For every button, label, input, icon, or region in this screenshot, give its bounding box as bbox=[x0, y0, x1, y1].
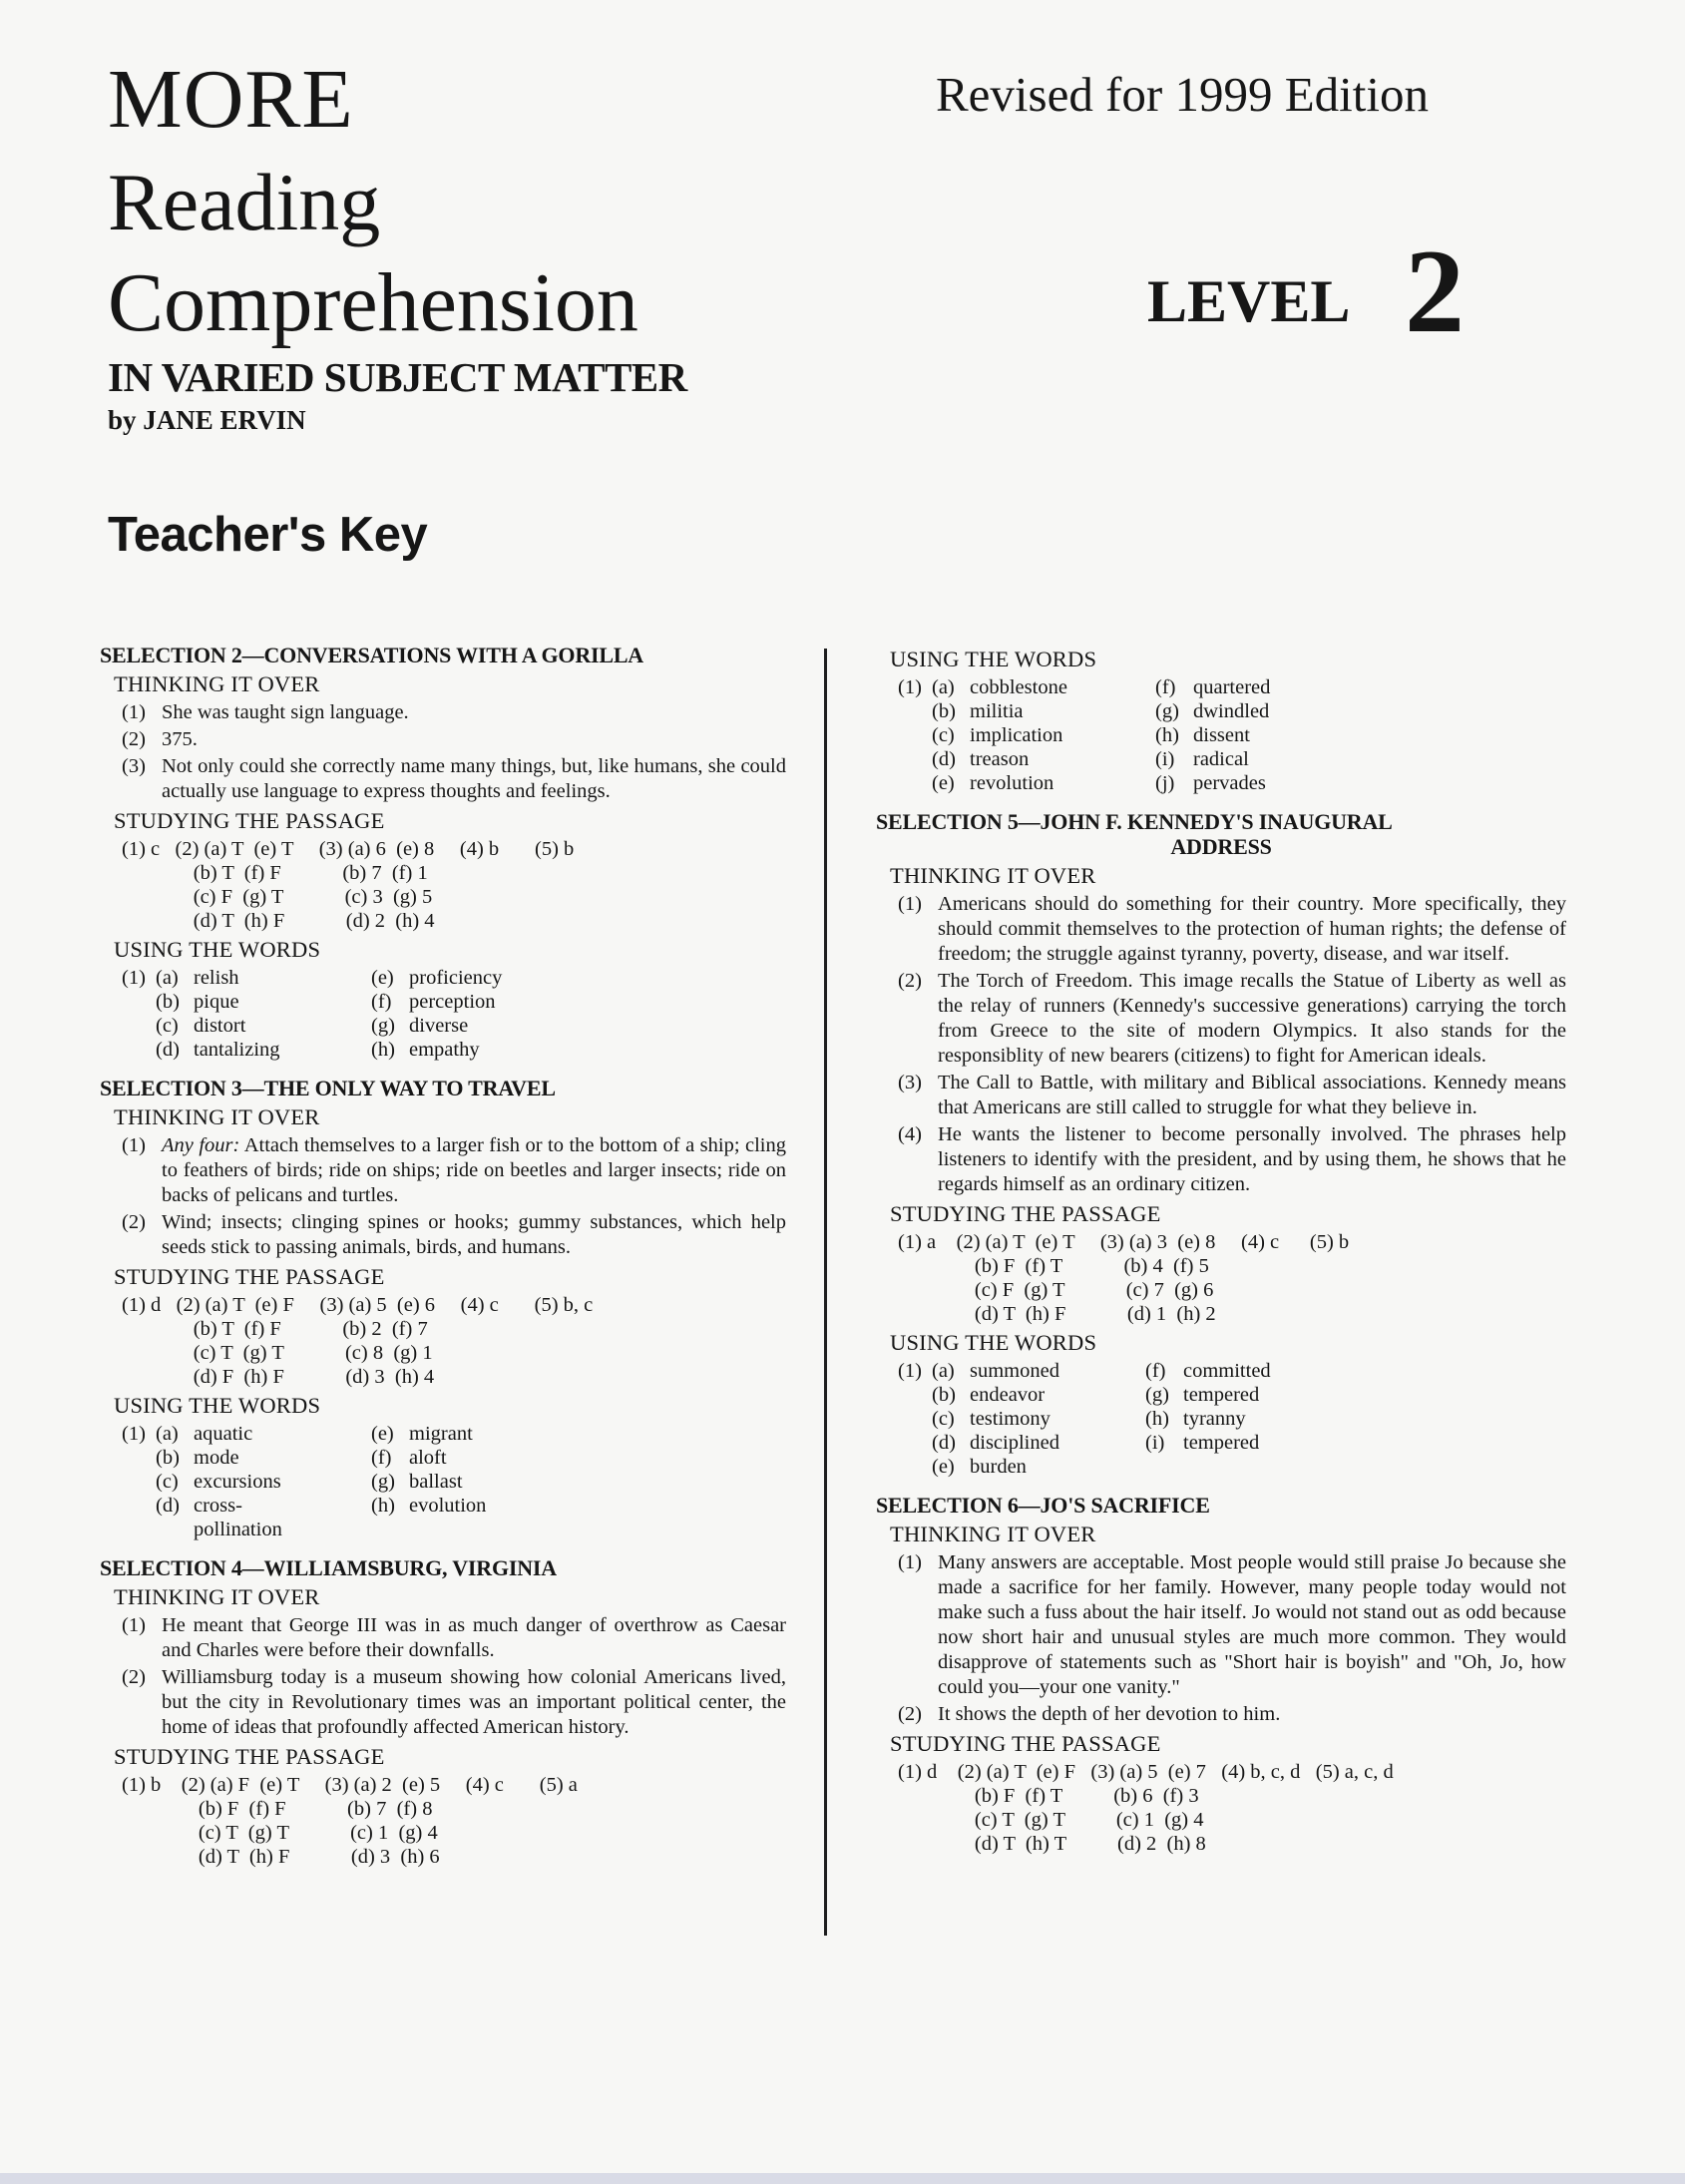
answer-row: (d) T (h) F (d) 3 (h) 6 bbox=[122, 1846, 440, 1868]
subtitle: IN VARIED SUBJECT MATTER bbox=[108, 354, 687, 400]
answer-row: (c) T (g) T (c) 8 (g) 1 bbox=[122, 1342, 433, 1364]
section-header: THINKING IT OVER bbox=[890, 1522, 1096, 1546]
answer-item: (3) The Call to Battle, with military and Biblical associations. Kennedy means that Americans are still called to struggle for what they believe in. bbox=[898, 1072, 1566, 1118]
answer-row: (c) F (g) T (c) 3 (g) 5 bbox=[122, 886, 433, 908]
section-header: USING THE WORDS bbox=[114, 1393, 321, 1418]
answer-row: (b) T (f) F (b) 7 (f) 1 bbox=[122, 862, 428, 884]
answer-row: (1) b (2) (a) F (e) T (3) (a) 2 (e) 5 (4) c (5) a bbox=[122, 1774, 578, 1796]
answer-row: (c) T (g) T (c) 1 (g) 4 bbox=[122, 1822, 438, 1844]
level-number: 2 bbox=[1405, 224, 1465, 357]
section-header: THINKING IT OVER bbox=[114, 1584, 320, 1609]
answer-row: (d) T (h) F (d) 1 (h) 2 bbox=[898, 1303, 1216, 1325]
teachers-key-heading: Teacher's Key bbox=[108, 508, 428, 562]
answer-row: (1) a (2) (a) T (e) T (3) (a) 3 (e) 8 (4) c (5) b bbox=[898, 1231, 1350, 1253]
section-header: STUDYING THE PASSAGE bbox=[114, 808, 385, 833]
section-header: STUDYING THE PASSAGE bbox=[890, 1201, 1161, 1226]
answer-item: (1) Many answers are acceptable. Most people would still praise Jo because she made a sacrifice for her family. However, many people today would not make such a fuss about the hair itself. Jo would not stand out as odd because now short hair and unusual styles are much more common. They would disapprove of statements such as "Short hair is boyish" and "Oh, Jo, how could you—your one vanity." bbox=[898, 1551, 1566, 1698]
edition-note: Revised for 1999 Edition bbox=[936, 67, 1430, 122]
answer-item: (2) 375. bbox=[122, 728, 198, 750]
answer-row: (1) c (2) (a) T (e) T (3) (a) 6 (e) 8 (4) b (5) b bbox=[122, 838, 575, 860]
answer-row: (b) F (f) T (b) 6 (f) 3 bbox=[898, 1785, 1199, 1807]
section-header: USING THE WORDS bbox=[890, 647, 1097, 671]
answer-row: (d) T (h) F (d) 2 (h) 4 bbox=[122, 910, 435, 932]
answer-row: (d) F (h) F (d) 3 (h) 4 bbox=[122, 1366, 435, 1388]
author: by JANE ERVIN bbox=[108, 405, 306, 435]
answer-item: (1) Americans should do something for their country. More specifically, they should commit themselves to the protection of human rights; the defense of freedom; the struggle against tyranny, poverty, disease, and war itself. bbox=[898, 893, 1566, 965]
right-column bbox=[876, 647, 1566, 1856]
answer-item: (1) Any four: Attach themselves to a larger fish or to the bottom of a ship; cling to feathers of birds; ride on ships; ride on beetles and larger insects; ride on backs of pelicans and turtles. bbox=[122, 1134, 787, 1206]
answer-item: (3) Not only could she correctly name many things, but, like humans, she could actually use language to express thoughts and feelings. bbox=[122, 755, 786, 802]
selection-title: SELECTION 2—CONVERSATIONS WITH A GORILLA bbox=[100, 643, 643, 667]
selection-title: SELECTION 6—JO'S SACRIFICE bbox=[876, 1493, 1210, 1518]
section-header: THINKING IT OVER bbox=[890, 863, 1096, 888]
word-list: (1) (a) summoned (f) committed (b) endeavor (g) tempered (c) testimony (h) tyranny (d) disciplined (i) tempered (e) burden bbox=[898, 1360, 1271, 1478]
level-label: LEVEL bbox=[1147, 268, 1351, 334]
selection-title: SELECTION 5—JOHN F. KENNEDY'S INAUGURAL ADDRESS bbox=[876, 809, 1393, 859]
section-header: STUDYING THE PASSAGE bbox=[114, 1744, 385, 1769]
answer-item: (2) Williamsburg today is a museum showing how colonial Americans lived, but the city in Revolutionary times was an important political center, the home of ideas that profoundly affected American history. bbox=[122, 1666, 786, 1738]
answer-row: (b) T (f) F (b) 2 (f) 7 bbox=[122, 1318, 428, 1340]
answer-row: (c) T (g) T (c) 1 (g) 4 bbox=[898, 1809, 1204, 1831]
left-column bbox=[100, 629, 786, 1869]
answer-row: (c) F (g) T (c) 7 (g) 6 bbox=[898, 1279, 1214, 1301]
section-header: STUDYING THE PASSAGE bbox=[890, 1731, 1161, 1756]
answer-item: (1) He meant that George III was in as much danger of overthrow as Caesar and Charles were before their downfalls. bbox=[122, 1614, 786, 1661]
title-more: MORE bbox=[108, 53, 354, 146]
answer-item: (2) The Torch of Freedom. This image recalls the Statue of Liberty as well as the relay of runners (Kennedy's successive generations) carrying the torch from Greece to the site of modern Olympics. It also stands for the responsiblity of new bearers (citizens) to fight for American ideals. bbox=[898, 970, 1566, 1067]
selection-title: SELECTION 4—WILLIAMSBURG, VIRGINIA bbox=[100, 1555, 557, 1580]
section-header: USING THE WORDS bbox=[114, 937, 321, 962]
answer-row: (b) F (f) F (b) 7 (f) 8 bbox=[122, 1798, 433, 1820]
word-list: (1) (a) relish (e) proficiency (b) pique (f) perception (c) distort (g) diverse (d) tantalizing (h) empathy bbox=[122, 967, 503, 1061]
answer-item: (4) He wants the listener to become personally involved. The phrases help listeners to identify with the president, and by using them, he shows that he regards himself as an ordinary citizen. bbox=[898, 1123, 1566, 1195]
section-header: THINKING IT OVER bbox=[114, 1104, 320, 1129]
title-reading: Reading bbox=[108, 157, 381, 247]
word-list: (1) (a) cobblestone (f) quartered (b) militia (g) dwindled (c) implication (h) dissent (d) treason (i) radical (e) revolution (j) pervades bbox=[898, 676, 1271, 794]
answer-row: (b) F (f) T (b) 4 (f) 5 bbox=[898, 1255, 1209, 1277]
answer-item: (1) She was taught sign language. bbox=[122, 701, 409, 723]
answer-row: (1) d (2) (a) T (e) F (3) (a) 5 (e) 6 (4) c (5) b, c bbox=[122, 1294, 594, 1316]
title-comprehension: Comprehension bbox=[108, 256, 638, 349]
answer-row: (d) T (h) T (d) 2 (h) 8 bbox=[898, 1833, 1206, 1855]
section-header: USING THE WORDS bbox=[890, 1330, 1097, 1355]
answer-item: (2) Wind; insects; clinging spines or hooks; gummy substances, which help seeds stick to passing animals, birds, and humans. bbox=[122, 1211, 786, 1258]
scan-edge bbox=[0, 2173, 1685, 2184]
answer-item: (2) It shows the depth of her devotion to him. bbox=[898, 1703, 1281, 1725]
word-list: (1) (a) aquatic (e) migrant (b) mode (f) aloft (c) excursions (g) ballast (d) cross-pollination (h) evolution bbox=[122, 1423, 487, 1540]
column-divider bbox=[824, 649, 827, 1936]
answer-row: (1) d (2) (a) T (e) F (3) (a) 5 (e) 7 (4) b, c, d (5) a, c, d bbox=[898, 1761, 1394, 1783]
selection-title: SELECTION 3—THE ONLY WAY TO TRAVEL bbox=[100, 1076, 556, 1100]
section-header: THINKING IT OVER bbox=[114, 671, 320, 696]
section-header: STUDYING THE PASSAGE bbox=[114, 1264, 385, 1289]
